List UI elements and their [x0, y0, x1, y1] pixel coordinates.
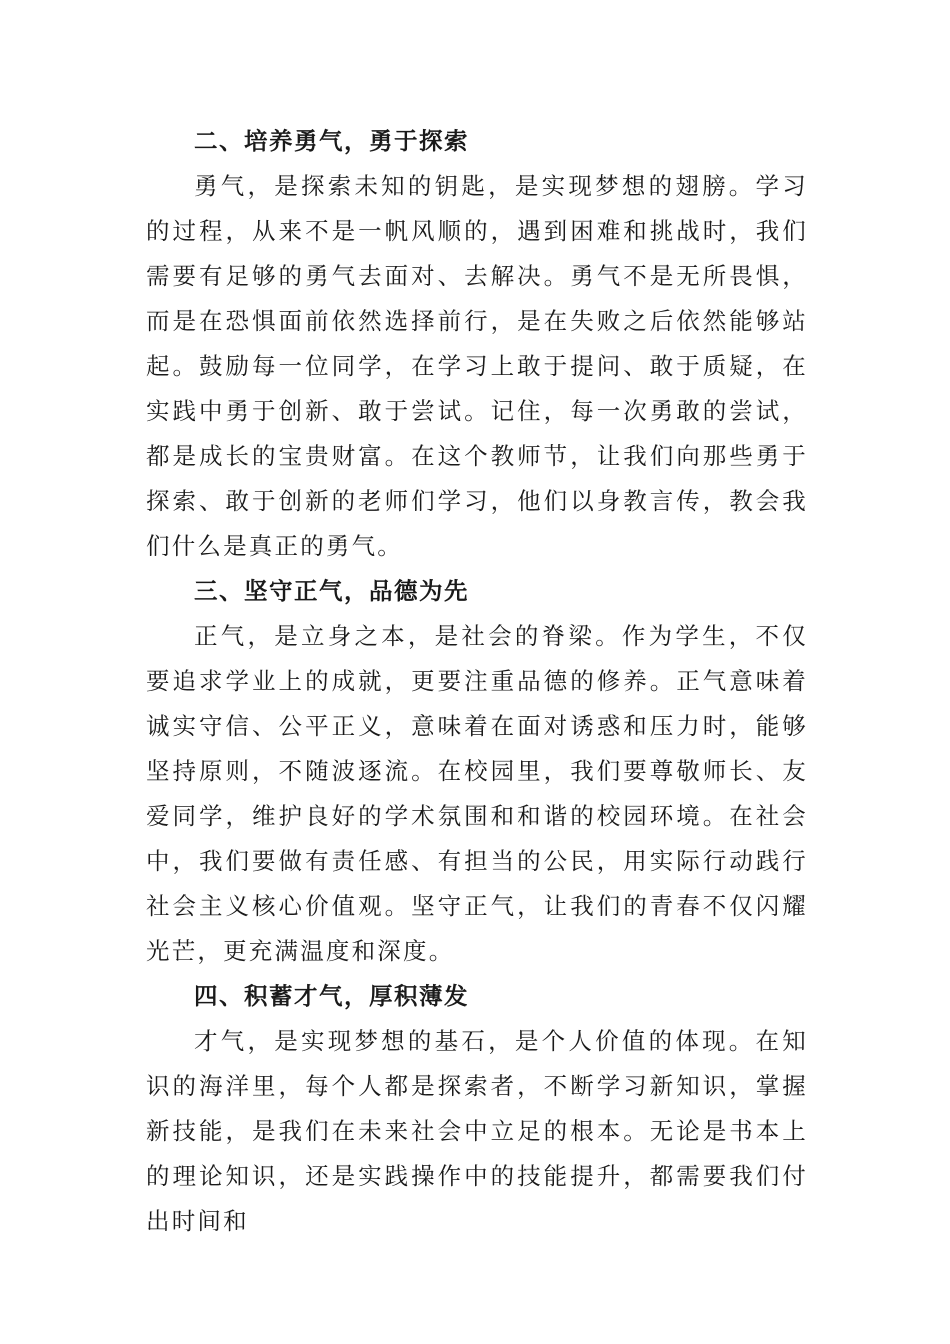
section-courage — [146, 119, 808, 569]
section-heading: 四、积蓄才气，厚积薄发 — [194, 982, 469, 1010]
section-heading: 三、坚守正气，品德为先 — [194, 577, 469, 605]
section-paragraph: 才气，是实现梦想的基石，是个人价值的体现。在知识的海洋里，每个人都是探索者，不断学习新知识，掌握新技能，是我们在未来社会中立足的根本。无论是书本上的理论知识，还是实践操作中的技能提升，都需要我们付出时间和 — [146, 1027, 808, 1235]
section-talent — [146, 974, 808, 1244]
section-heading: 二、培养勇气，勇于探索 — [194, 127, 469, 155]
section-paragraph: 勇气，是探索未知的钥匙，是实现梦想的翅膀。学习的过程，从来不是一帆风顺的，遇到困难和挑战时，我们需要有足够的勇气去面对、去解决。勇气不是无所畏惧，而是在恐惧面前依然选择前行，是在失败之后依然能够站起。鼓励每一位同学，在学习上敢于提问、敢于质疑，在实践中勇于创新、敢于尝试。记住，每一次勇敢的尝试，都是成长的宝贵财富。在这个教师节，让我们向那些勇于探索、敢于创新的老师们学习，他们以身教言传，教会我们什么是真正的勇气。 — [146, 172, 808, 560]
document-body — [146, 119, 808, 1244]
section-integrity — [146, 569, 808, 974]
section-paragraph: 正气，是立身之本，是社会的脊梁。作为学生，不仅要追求学业上的成就，更要注重品德的修养。正气意味着诚实守信、公平正义，意味着在面对诱惑和压力时，能够坚持原则，不随波逐流。在校园里，我们要尊敬师长、友爱同学，维护良好的学术氛围和和谐的校园环境。在社会中，我们要做有责任感、有担当的公民，用实际行动践行社会主义核心价值观。坚守正气，让我们的青春不仅闪耀光芒，更充满温度和深度。 — [146, 622, 808, 965]
